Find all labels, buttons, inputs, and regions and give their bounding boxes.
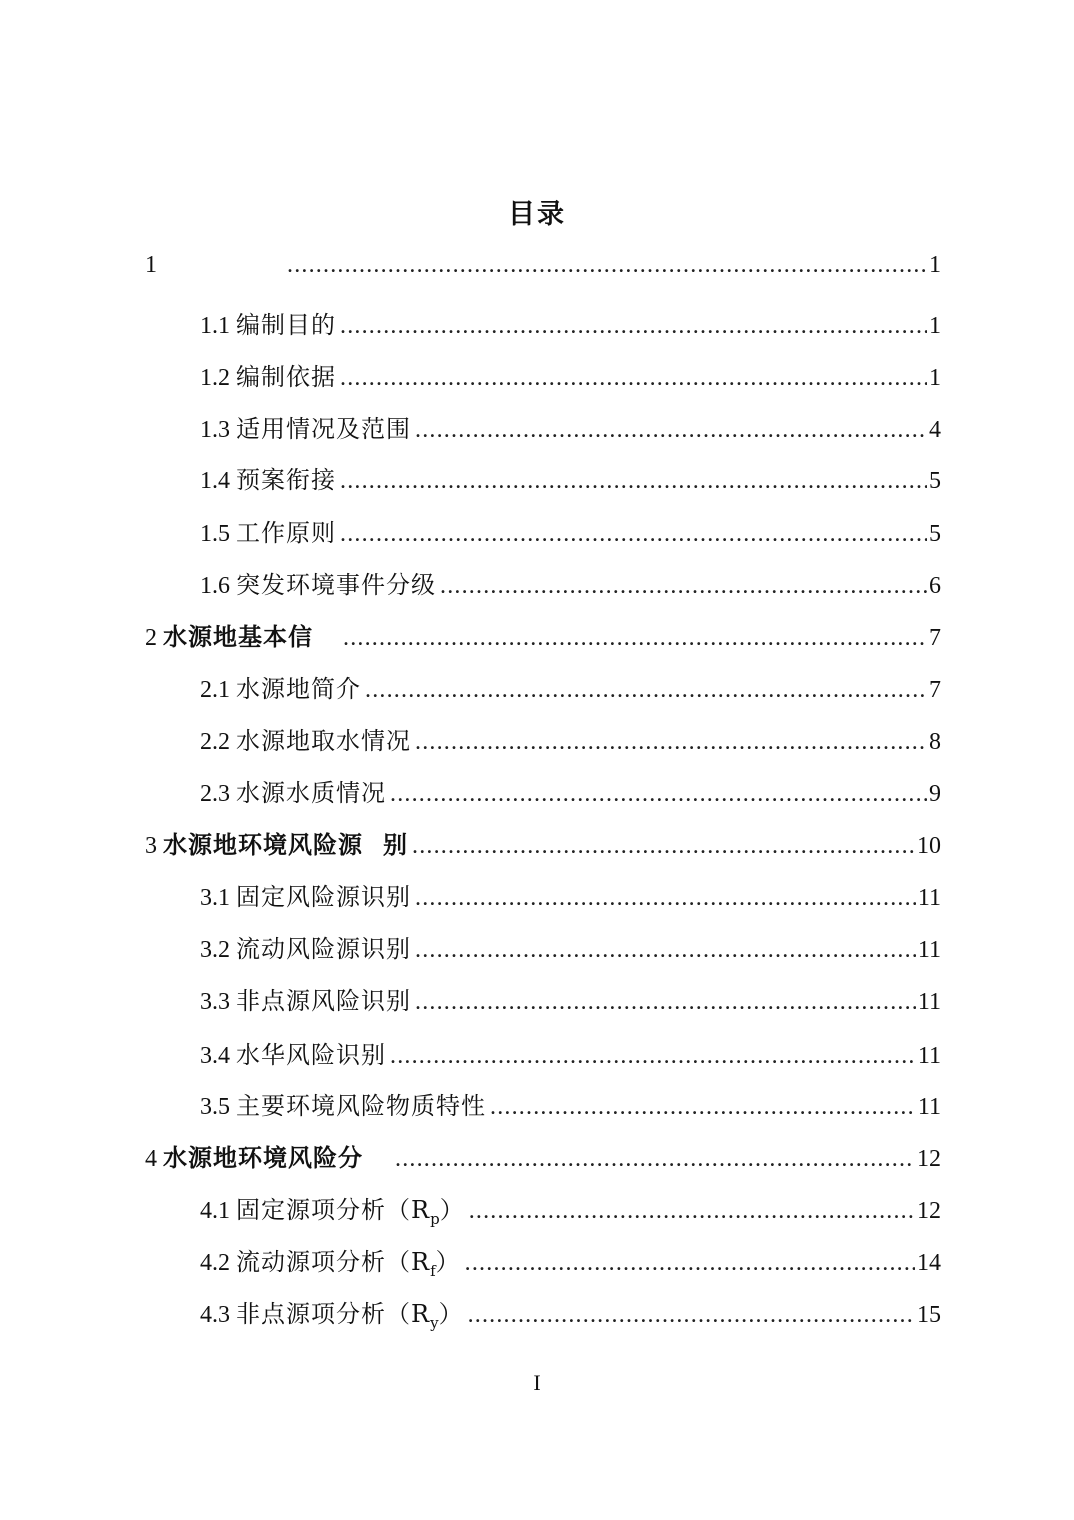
toc-entry-label: 工作原则 bbox=[236, 519, 336, 547]
toc-entry-label: 水源水质情况 bbox=[236, 779, 386, 807]
toc-entry-number: 3.4 bbox=[200, 1043, 230, 1069]
dot-leader bbox=[469, 1198, 915, 1225]
toc-entry-label: 水源地环境风险分 bbox=[163, 1144, 363, 1172]
toc-entry-label: 水华风险识别 bbox=[236, 1041, 386, 1069]
toc-entry-number: 1 bbox=[145, 252, 157, 278]
toc-entry-label: 预案衔接 bbox=[236, 466, 336, 494]
toc-entry-page: 12 bbox=[917, 1146, 941, 1172]
dot-leader bbox=[440, 573, 927, 600]
subscript: y bbox=[430, 1314, 439, 1332]
subscript: f bbox=[430, 1262, 436, 1280]
toc-entry-label: 编制依据 bbox=[236, 363, 336, 391]
toc-entry-number: 3.3 bbox=[200, 989, 230, 1015]
toc-entry-4[interactable] bbox=[145, 1138, 941, 1172]
page-title: 目录 bbox=[508, 199, 566, 230]
toc-entry-number: 2 bbox=[145, 625, 157, 651]
dot-leader bbox=[465, 1250, 915, 1277]
toc-entry-page: 12 bbox=[917, 1198, 941, 1224]
toc-entry-page: 14 bbox=[917, 1250, 941, 1276]
toc-entry-number: 3 bbox=[145, 833, 157, 859]
toc-entry-3-2[interactable] bbox=[200, 929, 941, 963]
toc-entry-3[interactable] bbox=[145, 825, 941, 859]
toc-entry-page: 1 bbox=[929, 313, 941, 339]
page-number: I bbox=[533, 1370, 541, 1395]
toc-entry-3-4[interactable] bbox=[200, 1035, 941, 1069]
toc-entry-2-2[interactable] bbox=[200, 721, 941, 755]
toc-entry-2[interactable] bbox=[145, 617, 941, 651]
toc-entry-label: 非点源项分析（R bbox=[236, 1300, 431, 1328]
toc-entry-label: 流动源项分析（R bbox=[236, 1248, 431, 1276]
toc-entry-3-5[interactable] bbox=[200, 1086, 941, 1120]
dot-leader bbox=[412, 833, 915, 860]
toc-entry-page: 5 bbox=[929, 521, 941, 547]
toc-entry-page: 11 bbox=[917, 937, 941, 963]
dot-leader bbox=[343, 625, 927, 652]
toc-entry-label: 固定源项分析（R bbox=[236, 1196, 431, 1224]
toc-entry-page: 10 bbox=[917, 833, 941, 859]
toc-entry-label: 水源地取水情况 bbox=[236, 727, 411, 755]
toc-entry-page: 1 bbox=[929, 365, 941, 391]
dot-leader bbox=[340, 521, 927, 548]
dot-leader bbox=[340, 468, 927, 495]
toc-entry-number: 2.2 bbox=[200, 729, 230, 755]
toc-entry-label: 水源地基本信 bbox=[163, 623, 313, 651]
toc-entry-page: 7 bbox=[929, 677, 941, 703]
dot-leader bbox=[490, 1094, 916, 1121]
toc-entry-3-1[interactable] bbox=[200, 877, 941, 911]
toc-entry-number: 4.2 bbox=[200, 1250, 230, 1276]
toc-entry-page: 1 bbox=[929, 252, 941, 278]
toc-entry-label: 突发环境事件分级 bbox=[236, 571, 436, 599]
toc-entry-page: 8 bbox=[929, 729, 941, 755]
dot-leader bbox=[390, 1043, 916, 1070]
toc-entry-4-2[interactable] bbox=[200, 1242, 941, 1280]
toc-entry-label: 水源地简介 bbox=[236, 675, 361, 703]
toc-entry-1-6[interactable] bbox=[200, 565, 941, 599]
toc-entry-page: 4 bbox=[929, 417, 941, 443]
toc-entry-number: 1.4 bbox=[200, 468, 230, 494]
toc-entry-page: 15 bbox=[917, 1302, 941, 1328]
toc-entry-number: 1.5 bbox=[200, 521, 230, 547]
toc-entry-4-1[interactable] bbox=[200, 1190, 941, 1228]
dot-leader bbox=[415, 989, 916, 1016]
toc-entry-1-5[interactable] bbox=[200, 513, 941, 547]
toc-entry-number: 3.5 bbox=[200, 1094, 230, 1120]
toc-entry-number: 4 bbox=[145, 1146, 157, 1172]
toc-entry-1-3[interactable] bbox=[200, 409, 941, 443]
toc-entry-1-4[interactable] bbox=[200, 460, 941, 494]
toc-entry-page: 11 bbox=[917, 885, 941, 911]
toc-entry-1-1[interactable] bbox=[200, 305, 941, 339]
dot-leader bbox=[340, 313, 927, 340]
toc-entry-page: 11 bbox=[917, 1094, 941, 1120]
subscript: p bbox=[430, 1210, 440, 1228]
toc-entry-number: 4.1 bbox=[200, 1198, 230, 1224]
toc-entry-number: 4.3 bbox=[200, 1302, 230, 1328]
dot-leader bbox=[365, 677, 927, 704]
toc-entry-label: 适用情况及范围 bbox=[236, 415, 411, 443]
toc-entry-1[interactable] bbox=[145, 252, 941, 286]
toc-entry-page: 5 bbox=[929, 468, 941, 494]
toc-entry-number: 1.6 bbox=[200, 573, 230, 599]
toc-entry-number: 3.1 bbox=[200, 885, 230, 911]
toc-entry-4-3[interactable] bbox=[200, 1294, 941, 1332]
toc-entry-2-3[interactable] bbox=[200, 773, 941, 807]
toc-entry-number: 3.2 bbox=[200, 937, 230, 963]
toc-entry-label-end: 别 bbox=[383, 831, 408, 859]
toc-entry-label: 流动风险源识别 bbox=[236, 935, 411, 963]
dot-leader bbox=[340, 365, 927, 392]
toc-entry-label: 编制目的 bbox=[236, 311, 336, 339]
toc-entry-number: 2.1 bbox=[200, 677, 230, 703]
toc-entry-label: 非点源风险识别 bbox=[236, 987, 411, 1015]
toc-entry-label: 水源地环境风险源 bbox=[163, 831, 363, 859]
toc-entry-page: 7 bbox=[929, 625, 941, 651]
toc-entry-3-3[interactable] bbox=[200, 981, 941, 1015]
toc-entry-number: 1.1 bbox=[200, 313, 230, 339]
toc-entry-page: 9 bbox=[929, 781, 941, 807]
dot-leader bbox=[415, 417, 927, 444]
toc-entry-label: 固定风险源识别 bbox=[236, 883, 411, 911]
toc-entry-number: 1.2 bbox=[200, 365, 230, 391]
toc-entry-label: 主要环境风险物质特性 bbox=[236, 1092, 486, 1120]
dot-leader bbox=[468, 1302, 915, 1329]
toc-entry-label-end: ） bbox=[435, 1248, 461, 1276]
dot-leader bbox=[415, 937, 916, 964]
toc-entry-label-end: ） bbox=[438, 1300, 464, 1328]
toc-entry-number: 1.3 bbox=[200, 417, 230, 443]
toc-entry-1-2[interactable] bbox=[200, 357, 941, 391]
toc-entry-page: 11 bbox=[917, 1043, 941, 1069]
toc-entry-number: 2.3 bbox=[200, 781, 230, 807]
dot-leader bbox=[415, 885, 916, 912]
dot-leader bbox=[395, 1146, 915, 1173]
dot-leader bbox=[415, 729, 927, 756]
toc-entry-page: 11 bbox=[917, 989, 941, 1015]
toc-entry-2-1[interactable] bbox=[200, 669, 941, 703]
toc-entry-label-end: ） bbox=[439, 1196, 465, 1224]
dot-leader bbox=[287, 252, 927, 279]
toc-entry-page: 6 bbox=[929, 573, 941, 599]
dot-leader bbox=[390, 781, 927, 808]
